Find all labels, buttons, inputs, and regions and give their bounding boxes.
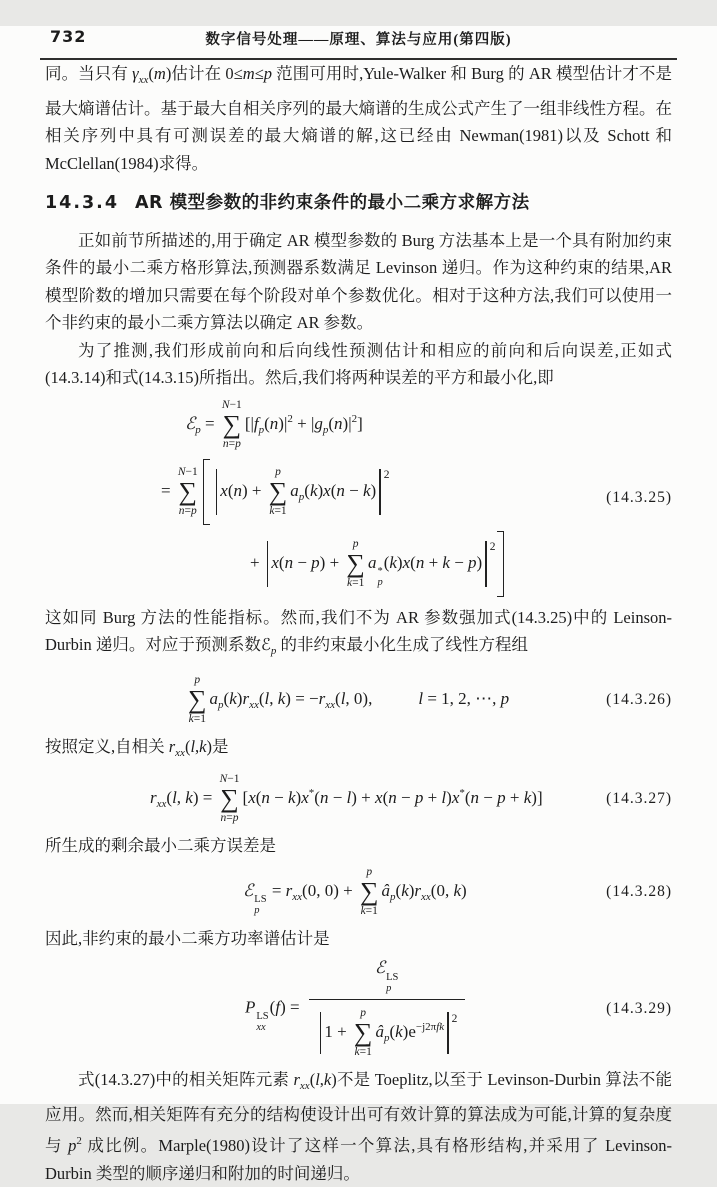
equation-number: (14.3.28) [606, 882, 672, 900]
equation-14-3-28 [45, 866, 672, 918]
equation-line: = N−1 ∑ n=p x(n) + p ∑ k=1 $a_p(k)x(n - k)^2$ [161, 459, 672, 525]
paragraph-residual-error: 所生成的剩余最小二乘方误差是 [45, 836, 276, 855]
equation-line: P LS xx (f) = ℰ LS p 1 + p ∑ k=1 $â_p(k)e^{-j2\pi fk2}$ [245, 958, 672, 1059]
section-title: AR 模型参数的非约束条件的最小二乘方求解方法 [135, 193, 530, 213]
page-header [40, 26, 677, 60]
equation-line: p ∑ k=1 $a_p(k)r_{xx}(l$, $k) = -r_{xx}(l$, 0), l = 1, 2, ⋯, p [188, 673, 510, 725]
paragraph-burg-method: 正如前节所描述的,用于确定 AR 模型参数的 Burg 方法基本上是一个具有附加约束条件的最小二乘方格形算法,预测器系数满足 Levinson 递归。作为这种约束的结果,AR 模型阶数的增加只需要在每个阶段对单个参数优化。相对于这种方法,我们可以使用一个非约束的最小二乘方算法以确定 AR 参数。 [45, 230, 672, 332]
equation-line: ℰ LS p = $r_{xx}(0$, 0) + p ∑ k=1 $â_p(k)r_{xx}(0$, k) [243, 865, 467, 917]
section-number: 14.3.4 [45, 193, 120, 213]
equation-14-3-25 [45, 399, 672, 597]
paragraph-spectrum-estimate: 因此,非约束的最小二乘方功率谱估计是 [45, 928, 330, 948]
paragraph-toeplitz-marple: 式(14.3.27)中的相关矩阵元素 $r_{xx}(l,k)$不是 Toeplitz,以至于 Levinson-Durbin 算法不能应用。然而,相关矩阵有充分的结构使设计出可有效计算的算法成为可能,计算的复杂度与 $p^2$ 成比例。Marple(1980)设计了这样一个算法,具有格形结构,并采用了 Levinson-Durbin 类型的顺序递归和附加的时间递归。 [45, 1070, 673, 1183]
page-number: 732 [50, 27, 87, 46]
paragraph-autocorrelation-def: 按照定义,自相关 $r_{xx}(l,k)$是 [45, 736, 229, 759]
equation-14-3-27 [45, 773, 672, 825]
equation-number: (14.3.29) [606, 999, 672, 1017]
page-body [0, 60, 717, 1187]
paragraph-performance-index: 这如同 Burg 方法的性能指标。然而,我们不为 AR 参数强加式(14.3.25)中的 Leinson-Durbin 递归。对应于预测系数ℰ$_p$ 的非约束最小化生成了线性方程组 [45, 607, 672, 657]
equation-number: (14.3.27) [606, 790, 672, 807]
section-heading [45, 190, 672, 218]
equation-14-3-29 [45, 958, 672, 1059]
equation-14-3-26 [45, 674, 672, 726]
running-title: 数字信号处理——原理、算法与应用(第四版) [205, 32, 512, 48]
paragraph-intro: 同。当只有 $\gamma_{xx}(m)$估计在 0≤m≤p 范围可用时,Yule-Walker 和 Burg 的 AR 模型估计才不是最大熵谱估计。基于最大自相关序列的最大熵谱的生成公式产生了一组非线性方程。在相关序列中具有可测误差的最大熵谱的解,这已经由 Newman(1981)以及 Schott 和 McClellan(1984)求得。 [45, 64, 673, 173]
book-page [0, 26, 717, 1183]
equation-number: (14.3.25) [606, 488, 672, 506]
equation-line: + x(n − p) + p ∑ k=1 a * p $(k)x(n + k - p)^2$ [250, 531, 672, 597]
equation-number: (14.3.26) [606, 690, 672, 708]
equation-line: $r_{xx}(l$, k) = N−1 ∑ n=p [x(n − k)x*(n − l) + x(n − p + l)x*(n − p + k)] [150, 773, 543, 824]
paragraph-forward-backward: 为了推测,我们形成前向和后向线性预测估计和相应的前向和后向误差,正如式(14.3.14)和式(14.3.15)所指出。然后,我们将两种误差的平方和最小化,即 [45, 340, 672, 387]
equation-line: ℰ$_p$ = N−1 ∑ n=p $[|f_p(n)|^2 + |g_p(n)|^2]$ [185, 398, 363, 450]
